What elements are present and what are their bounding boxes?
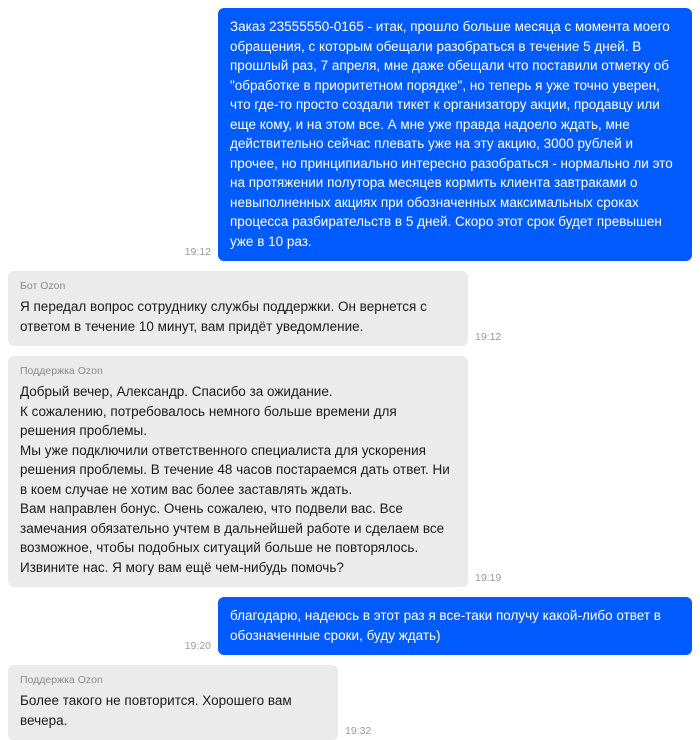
message-text-line: Добрый вечер, Александр. Спасибо за ожидание.: [20, 384, 333, 399]
message-bubble-incoming[interactable]: [8, 665, 338, 740]
message-sender: Поддержка Ozon: [20, 674, 103, 686]
message-timestamp: 19:20: [184, 640, 211, 652]
top-spacer: [0, 0, 700, 8]
message-row: [0, 356, 700, 587]
message-bubble-outgoing[interactable]: [218, 8, 692, 261]
message-text: Заказ 23555550-0165 - итак, прошло больше месяца с момента моего обращения, с которым обещали разобраться в течение 5 дней. В прошлый раз, 7 апреля, мне даже обещали что поставили отметку об "обработке в приоритетном порядке", но теперь я уже точно уверен, что где-то просто создали тикет к организатору акции, продавцу или еще кому, и на этом все. А мне уже правда надоело ждать, мне действительно сейчас плевать уже на эту акцию, 3000 рублей и прочее, но принципиально интересно разобраться - нормально ли это на протяжении полутора месяцев кормить клиента завтраками о невыполненных акциях при обозначенных максимальных сроках процесса разбирательств в 5 дней. Скоро этот срок будет превышен уже в 10 раз.: [230, 19, 673, 249]
message-sender: Поддержка Ozon: [20, 365, 103, 377]
message-bubble-incoming[interactable]: [8, 271, 468, 346]
message-text: благодарю, надеюсь в этот раз я все-таки получу какой-либо ответ в обозначенные сроки, буду ждать): [230, 608, 661, 643]
message-text-line: Вам направлен бонус. Очень сожалею, что подвели вас. Все замечания обязательно учтем в дальнейшей работе и сделаем все возможное, чтобы подобных ситуаций больше не повторялось. Извините нас. Я могу вам ещё чем-нибудь помочь?: [20, 501, 445, 575]
message-bubble-incoming[interactable]: [8, 356, 468, 587]
message-timestamp: 19:32: [345, 725, 372, 737]
message-row: [0, 271, 700, 346]
message-timestamp: 19:19: [475, 572, 502, 584]
message-text: Я передал вопрос сотруднику службы поддержки. Он вернется с ответом в течение 10 минут, вам придёт уведомление.: [20, 299, 427, 334]
message-row: [0, 665, 700, 740]
message-timestamp: 19:12: [475, 331, 502, 343]
message-text-line: К сожалению, потребовалось немного больше времени для решения проблемы.: [20, 403, 397, 438]
message-timestamp: 19:12: [184, 246, 211, 258]
message-text-line: Мы уже подключили ответственного специалиста для ускорения решения проблемы. В течение 48 часов постараемся дать ответ. Ни в коем случае не хотим вас более заставлять ждать.: [20, 442, 450, 497]
message-row: [0, 8, 700, 261]
message-sender: Бот Ozon: [20, 280, 66, 292]
message-text: Более такого не повторится. Хорошего вам вечера.: [20, 693, 292, 728]
